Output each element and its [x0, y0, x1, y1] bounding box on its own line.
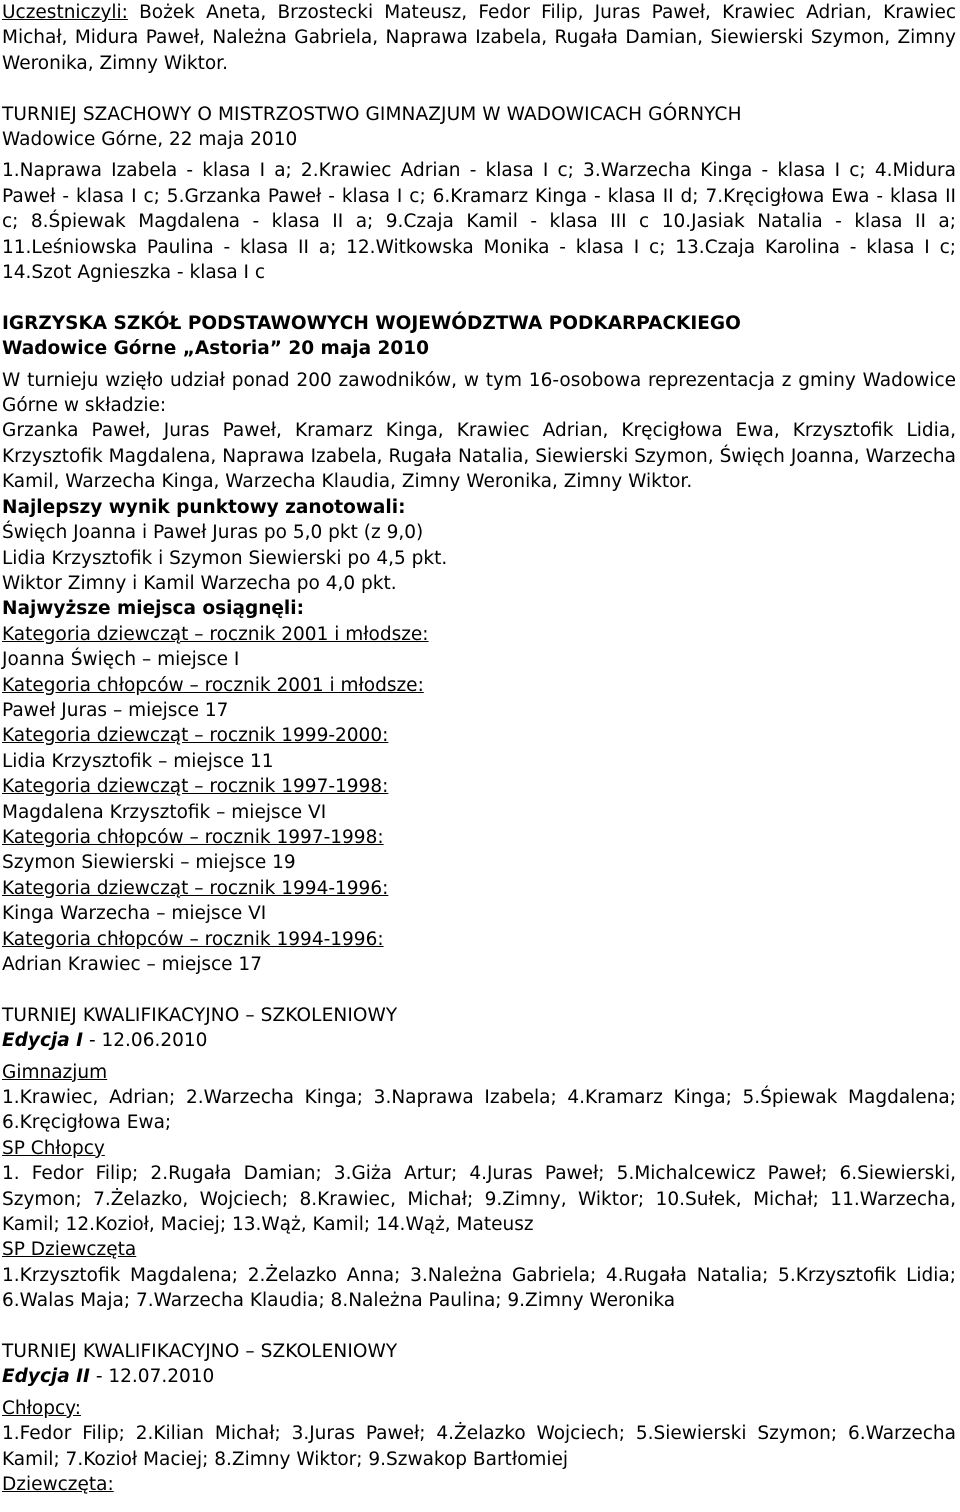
participants-list: Bożek Aneta, Brzostecki Mateusz, Fedor Filip, Juras Paweł, Krawiec Adrian, Krawiec Michał, Midura Paweł, Należna Gabriela, Naprawa Izabela, Rugała Damian, Siewierski Szymon, Zimny Weronika, Zimny Wiktor. — [2, 2, 956, 74]
category-label: Kategoria dziewcząt – rocznik 1994-1996: — [2, 877, 389, 899]
group-results: 1.Krzysztofik Magdalena; 2.Żelazko Anna; 3.Należna Gabriela; 4.Rugała Natalia; 5.Krzysztofik Lidia; 6.Walas Maja; 7.Warzecha Klaudia; 8.Należna Paulina; 9.Zimny Weronika — [2, 1264, 956, 1312]
participants-label: Uczestniczyli: — [2, 2, 128, 23]
participants-paragraph — [2, 0, 956, 76]
category-result: Magdalena Krzysztofik – miejsce VI — [2, 801, 327, 823]
top-places-heading: Najwyższe miejsca osiągnęli: — [2, 598, 304, 620]
qualifier-2-date: - 12.07.2010 — [89, 1366, 215, 1388]
gimnazjum-tournament-place-date: Wadowice Górne, 22 maja 2010 — [2, 129, 298, 151]
qualifier-2-section — [2, 1339, 956, 1497]
podkarpackie-games-team: Grzanka Paweł, Juras Paweł, Kramarz Kinga, Krawiec Adrian, Kręcigłowa Ewa, Krzysztofik Lidia, Krzysztofik Magdalena, Naprawa Izabela, Rugała Natalia, Siewierski Szymon, Święch Joanna, Warzecha Kamil, Warzecha Kinga, Warzecha Klaudia, Zimny Weronika, Zimny Wiktor. — [2, 420, 956, 493]
qualifier-1-section — [2, 1003, 956, 1314]
qualifier-2-edition: Edycja II — [2, 1366, 90, 1388]
category-label: Kategoria dziewcząt – rocznik 2001 i młodsze: — [2, 623, 429, 645]
category-result: Szymon Siewierski – miejsce 19 — [2, 852, 296, 874]
best-score-line: Wiktor Zimny i Kamil Warzecha po 4,0 pkt. — [2, 572, 397, 594]
best-score-heading: Najlepszy wynik punktowy zanotowali: — [2, 496, 406, 518]
qualifier-1-title: TURNIEJ KWALIFIKACYJNO – SZKOLENIOWY — [2, 1004, 398, 1026]
category-result: Kinga Warzecha – miejsce VI — [2, 903, 267, 925]
group-results: 1.Fedor Filip; 2.Kilian Michał; 3.Juras Paweł; 4.Żelazko Wojciech; 5.Siewierski Szymon; 6.Warzecha Kamil; 7.Kozioł Maciej; 8.Zimny Wiktor; 9.Szwakop Bartłomiej — [2, 1423, 956, 1470]
qualifier-1-edition: Edycja I — [2, 1030, 84, 1052]
category-label: Kategoria dziewcząt – rocznik 1997-1998: — [2, 776, 389, 798]
document-page — [2, 0, 956, 1498]
gimnazjum-tournament-title: TURNIEJ SZACHOWY O MISTRZOSTWO GIMNAZJUM W WADOWICACH GÓRNYCH — [2, 103, 742, 125]
best-score-line: Święch Joanna i Paweł Juras po 5,0 pkt (z 9,0) — [2, 522, 424, 544]
podkarpackie-games-title: IGRZYSKA SZKÓŁ PODSTAWOWYCH WOJEWÓDZTWA PODKARPACKIEGO — [2, 312, 741, 334]
qualifier-1-edition-line — [2, 1028, 956, 1053]
category-result: Paweł Juras – miejsce 17 — [2, 699, 229, 721]
podkarpackie-games-intro: W turnieju wzięło udział ponad 200 zawodników, w tym 16-osobowa reprezentacja z gminy Wadowice Górne w składzie: — [2, 369, 956, 417]
group-results: 1.Krawiec, Adrian; 2.Warzecha Kinga; 3.Naprawa Izabela; 4.Kramarz Kinga; 5.Śpiewak Magdalena; 6.Kręcigłowa Ewa; — [2, 1087, 956, 1134]
qualifier-2-title: TURNIEJ KWALIFIKACYJNO – SZKOLENIOWY — [2, 1341, 398, 1363]
group-name: Chłopcy: — [2, 1397, 81, 1419]
category-label: Kategoria chłopców – rocznik 1997-1998: — [2, 826, 384, 848]
group-name: SP Dziewczęta — [2, 1239, 137, 1261]
group-results: 1. Fedor Filip; 2.Rugała Damian; 3.Giża Artur; 4.Juras Paweł; 5.Michalcewicz Paweł; 6.Siewierski, Szymon; 7.Żelazko, Wojciech; 8.Krawiec, Michał; 9.Zimny, Wiktor; 10.Sułek, Michał; 11.Warzecha, Kamil; 12.Kozioł, Maciej; 13.Wąż, Kamil; 14.Wąż, Mateusz — [2, 1163, 956, 1236]
category-result: Lidia Krzysztofik – miejsce 11 — [2, 750, 274, 772]
gimnazjum-tournament-results: 1.Naprawa Izabela - klasa I a; 2.Krawiec Adrian - klasa I c; 3.Warzecha Kinga - klasa I c; 4.Midura Paweł - klasa I c; 5.Grzanka Paweł - klasa I c; 6.Kramarz Kinga - klasa II d; 7.Kręcigłowa Ewa - klasa II c; 8.Śpiewak Magdalena - klasa II a; 9.Czaja Kamil - klasa III c 10.Jasiak Natalia - klasa II a; 11.Leśniowska Paulina - klasa II a; 12.Witkowska Monika - klasa I c; 13.Czaja Karolina - klasa I c; 14.Szot Agnieszka - klasa I c — [2, 160, 956, 284]
podkarpackie-games-place-date: Wadowice Górne „Astoria” 20 maja 2010 — [2, 338, 430, 360]
best-score-line: Lidia Krzysztofik i Szymon Siewierski po 4,5 pkt. — [2, 547, 448, 569]
category-label: Kategoria dziewcząt – rocznik 1999-2000: — [2, 725, 389, 747]
category-label: Kategoria chłopców – rocznik 2001 i młodsze: — [2, 674, 424, 696]
gimnazjum-tournament-section — [2, 102, 956, 286]
podkarpackie-games-section — [2, 311, 956, 978]
group-name: Gimnazjum — [2, 1061, 108, 1083]
category-result: Adrian Krawiec – miejsce 17 — [2, 954, 262, 975]
qualifier-2-edition-line — [2, 1364, 956, 1389]
group-name: SP Chłopcy — [2, 1137, 105, 1159]
category-result: Joanna Święch – miejsce I — [2, 649, 240, 671]
group-name: Dziewczęta: — [2, 1474, 114, 1496]
category-label: Kategoria chłopców – rocznik 1994-1996: — [2, 928, 384, 950]
qualifier-1-date: - 12.06.2010 — [83, 1030, 208, 1052]
